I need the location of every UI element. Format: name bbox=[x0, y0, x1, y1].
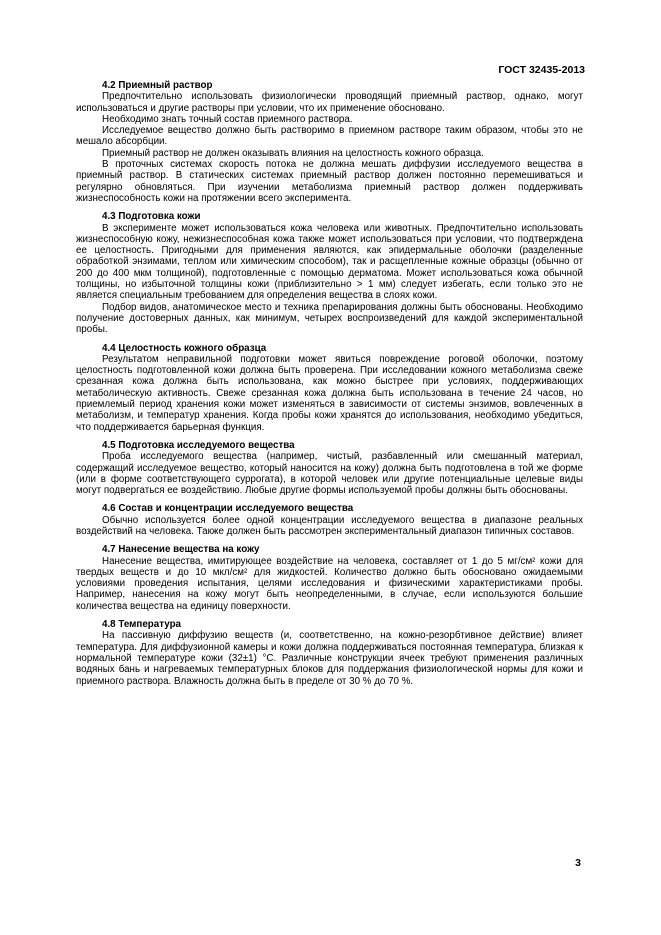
section-4-7 bbox=[76, 544, 583, 612]
paragraph: В эксперименте может использоваться кожа человека или животных. Предпочтительно использовать жизнеспособную кожу, нежизнеспособная кожа также может использоваться при условии, что подтверждена ее целостность. Пригодными для применения являются, как эпидермальные оболочки (разделенные обработкой энзимами, теплом или химическим способом), так и расщепленные кожные образцы (обычно от 200 до 400 мкм толщиной), подготовленные с помощью дерматома. Может использоваться кожа обычной толщины, но избыточной толщины кожи (приблизительно > 1 мм) следует избегать, если только это не является специальным требованием для определения вещества в слоях кожи. bbox=[76, 222, 583, 302]
section-4-8 bbox=[76, 619, 583, 687]
section-4-4 bbox=[76, 343, 583, 433]
paragraph: Результатом неправильной подготовки может явиться повреждение роговой оболочки, поэтому целостность подготовленной кожи должна быть проверена. При исследовании кожного метаболизма свеже срезанная кожа должна быть использована, как можно быстрее при условиях, поддерживающих метаболическую активность. Свеже срезанная кожа должна быть использована в течение 24 часов, но приемлемый период хранения кожи может изменяться в зависимости от системы энзимов, вовлеченных в метаболизм, и температур хранения. Когда пробы кожи хранятся до использования, необходимо убедиться, что поддерживается барьерная функция. bbox=[76, 353, 583, 433]
section-4-3 bbox=[76, 211, 583, 335]
paragraph: Предпочтительно использовать физиологически проводящий приемный раствор, однако, могут использоваться и другие растворы при условии, что их применение обосновано. bbox=[76, 91, 583, 114]
page-number: 3 bbox=[575, 857, 581, 869]
section-4-2 bbox=[76, 80, 583, 204]
section-4-6 bbox=[76, 503, 583, 537]
document-id: ГОСТ 32435-2013 bbox=[498, 64, 585, 76]
section-4-5 bbox=[76, 440, 583, 496]
section-title: 4.3 Подготовка кожи bbox=[102, 211, 201, 223]
paragraph: На пассивную диффузию веществ (и, соответственно, на кожно-резорбтивное действие) влияет температура. Для диффузионной камеры и кожи должна поддерживаться постоянная температура, близкая к нормальной температуре кожи (32±1) °С. Различные конструкции ячеек требуют применения различных водяных бань и нагреваемых температурных блоков для поддержания физиологической нормы для кожи и приемного раствора. Влажность должна быть в пределе от 30 % до 70 %. bbox=[76, 630, 583, 687]
section-title: 4.7 Нанесение вещества на кожу bbox=[102, 544, 260, 556]
paragraph: Нанесение вещества, имитирующее воздействие на человека, составляет от 1 до 5 мг/см² кожи для твердых веществ и до 10 мкл/см² для жидкостей. Количество должно быть обосновано ожидаемыми условиями проведения испытания, целями исследования и физическими характеристиками пробы. Например, нанесения на кожу могут быть неопределенными, в случае, если используются большие количества вещества на единицу поверхности. bbox=[76, 555, 583, 612]
section-title: 4.2 Приемный раствор bbox=[102, 80, 213, 91]
section-title: 4.5 Подготовка исследуемого вещества bbox=[102, 439, 295, 451]
paragraph: Исследуемое вещество должно быть растворимо в приемном растворе таким образом, чтобы это не мешало абсорбции. bbox=[76, 125, 583, 148]
section-title: 4.8 Температура bbox=[102, 619, 181, 631]
paragraph: Проба исследуемого вещества (например, чистый, разбавленный или смешанный материал, содержащий исследуемое вещество, который наносится на кожу) должна быть подготовлена в той же форме (или в форме соответствующего суррогата), в которой человек или другие потенциальные целевые виды могут подвергаться ее воздействию. Любые другие формы используемой пробы должны быть обоснованы. bbox=[76, 451, 583, 497]
document-body bbox=[76, 80, 583, 694]
paragraph: Подбор видов, анатомическое место и техника препарирования должны быть обоснованы. Необходимо получение достоверных данных, как минимум, четырех воспроизведений для каждой экспериментальной пробы. bbox=[76, 301, 583, 336]
paragraph: В проточных системах скорость потока не должна мешать диффузии исследуемого вещества в приемный раствор. В статических системах приемный раствор должен постоянно перемешиваться и регулярно обновляться. При изучении метаболизма приемный раствор должен поддерживать жизнеспособность кожи на протяжении всего эксперимента. bbox=[76, 159, 583, 204]
paragraph: Обычно используется более одной концентрации исследуемого вещества в диапазоне реальных воздействий на человека. Также должен быть рассмотрен экспериментальный диапазон типичных составов. bbox=[76, 514, 583, 537]
paragraph: Необходимо знать точный состав приемного раствора. bbox=[102, 113, 353, 125]
section-title: 4.4 Целостность кожного образца bbox=[102, 342, 267, 354]
paragraph: Приемный раствор не должен оказывать влияния на целостность кожного образца. bbox=[102, 147, 484, 159]
section-title: 4.6 Состав и концентрации исследуемого вещества bbox=[102, 503, 354, 515]
